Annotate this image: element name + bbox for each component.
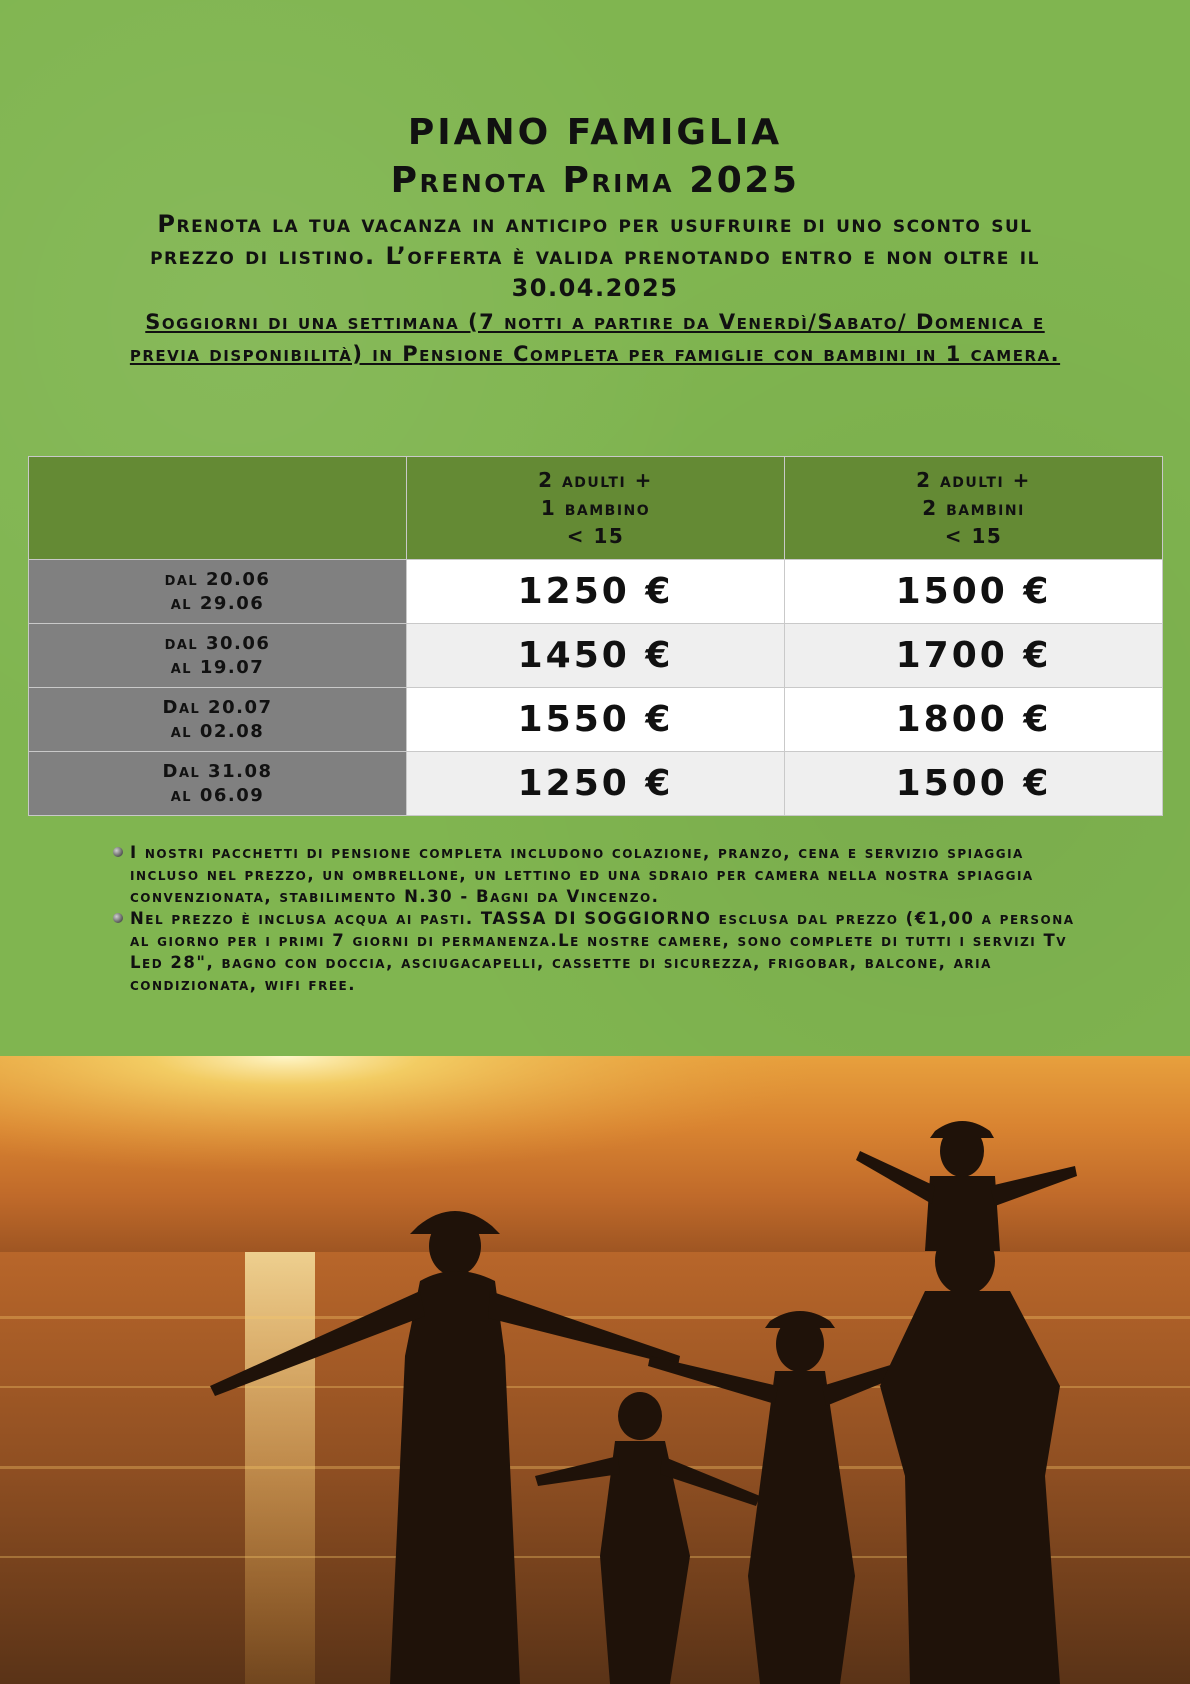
price-cell: 1250 €	[407, 560, 785, 624]
table-header-row	[29, 457, 1163, 560]
period-cell: Dal 20.07 al 02.08	[29, 688, 407, 752]
offer-intro: Prenota la tua vacanza in anticipo per usufruire di uno sconto sul prezzo di listino. L’offerta è valida prenotando entro e non oltre il 30.04.2025	[150, 210, 1040, 302]
price-table	[28, 456, 1163, 816]
price-cell: 1800 €	[785, 688, 1163, 752]
table-row	[29, 624, 1163, 688]
bullet-icon	[113, 913, 123, 923]
period-cell: dal 30.06 al 19.07	[29, 624, 407, 688]
stay-conditions: Soggiorni di una settimana (7 notti a partire da Venerdì/Sabato/ Domenica e previa disponibilità) in Pensione Completa per famiglie con bambini in 1 camera.	[129, 310, 1061, 366]
period-cell: dal 20.06 al 29.06	[29, 560, 407, 624]
family-sunset-photo	[0, 1056, 1190, 1684]
table-row	[29, 560, 1163, 624]
table-row	[29, 688, 1163, 752]
package-notes	[110, 842, 1090, 996]
column-header-2-children: 2 adulti + 2 bambini < 15	[785, 457, 1163, 560]
price-cell: 1700 €	[785, 624, 1163, 688]
price-cell: 1250 €	[407, 752, 785, 816]
table-row	[29, 752, 1163, 816]
price-cell: 1500 €	[785, 560, 1163, 624]
price-cell: 1550 €	[407, 688, 785, 752]
price-cell: 1500 €	[785, 752, 1163, 816]
column-header-1-child: 2 adulti + 1 bambino < 15	[407, 457, 785, 560]
empty-header-cell	[29, 457, 407, 560]
list-item: I nostri pacchetti di pensione completa includono colazione, pranzo, cena e servizio spiaggia incluso nel prezzo, un ombrellone, un lettino ed una sdraio per camera nella nostra spiaggia convenzionata, stabilimento N.30 - Bagni da Vincenzo.	[110, 842, 1090, 908]
list-item: Nel prezzo è inclusa acqua ai pasti. TASSA DI SOGGIORNO esclusa dal prezzo (€1,00 a persona al giorno per i primi 7 giorni di permanenza.Le nostre camere, sono complete di tutti i servizi Tv Led 28", bagno con doccia, asciugacapelli, cassette di sicurezza, frigobar, balcone, aria condizionata, wifi free.	[110, 908, 1090, 996]
page-subtitle: Prenota Prima 2025	[390, 160, 800, 201]
price-cell: 1450 €	[407, 624, 785, 688]
page-title: PIANO FAMIGLIA	[407, 112, 783, 153]
bullet-icon	[113, 847, 123, 857]
period-cell: Dal 31.08 al 06.09	[29, 752, 407, 816]
